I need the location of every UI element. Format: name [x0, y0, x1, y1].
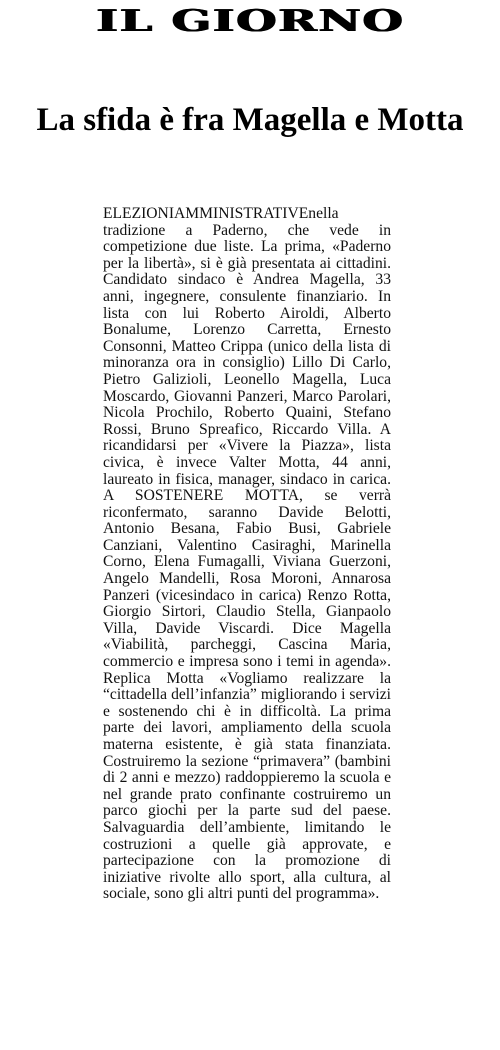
article-headline: La sfida è fra Magella e Motta	[36, 102, 464, 139]
newspaper-masthead	[0, 4, 500, 39]
newspaper-logo-text: IL GIORNO	[95, 4, 405, 39]
article-body: ELEZIONIAMMINISTRATIVEnella tradizione a Paderno, che vede in competizione due liste. La prima, «Paderno per la libertà», si è già presentata ai cittadini. Candidato sindaco è Andrea Magella, 33 anni, ingegnere, consulente finanziario. In lista con lui Roberto Airoldi, Alberto Bonalume, Lorenzo Carretta, Ernesto Consonni, Matteo Crippa (unico della lista di minoranza ora in consiglio) Lillo Di Carlo, Pietro Galizioli, Leonello Magella, Luca Moscardo, Giovanni Panzeri, Marco Parolari, Nicola Prochilo, Roberto Quaini, Stefano Rossi, Bruno Spreafico, Riccardo Villa. A ricandidarsi per «Vivere la Piazza», lista civica, è invece Valter Motta, 44 anni, laureato in fisica, manager, sindaco in carica. A SOSTENERE MOTTA, se verrà riconfermato, saranno Davide Belotti, Antonio Besana, Fabio Busi, Gabriele Canziani, Valentino Casiraghi, Marinella Corno, Elena Fumagalli, Viviana Guerzoni, Angelo Mandelli, Rosa Moroni, Annarosa Panzeri (vicesindaco in carica) Renzo Rotta, Giorgio Sirtori, Claudio Stella, Gianpaolo Villa, Davide Viscardi. Dice Magella «Viabilità, parcheggi, Cascina Maria, commercio e impresa sono i temi in agenda». Replica Motta «Vogliamo realizzare la “cittadella dell’infanzia” migliorando i servizi e sostenendo chi è in difficoltà. La prima parte dei lavori, ampliamento della scuola materna esistente, è già stata finanziata. Costruiremo la sezione “primavera” (bambini di 2 anni e mezzo) raddoppieremo la scuola e nel grande prato confinante costruiremo un parco giochi per la parte sud del paese. Salvaguardia dell’ambiente, limitando le costruzioni a quelle già approvate, e partecipazione con la promozione di iniziative rivolte allo sport, alla cultura, al sociale, sono gli altri punti del programma».	[103, 205, 391, 903]
article-column	[103, 206, 391, 903]
